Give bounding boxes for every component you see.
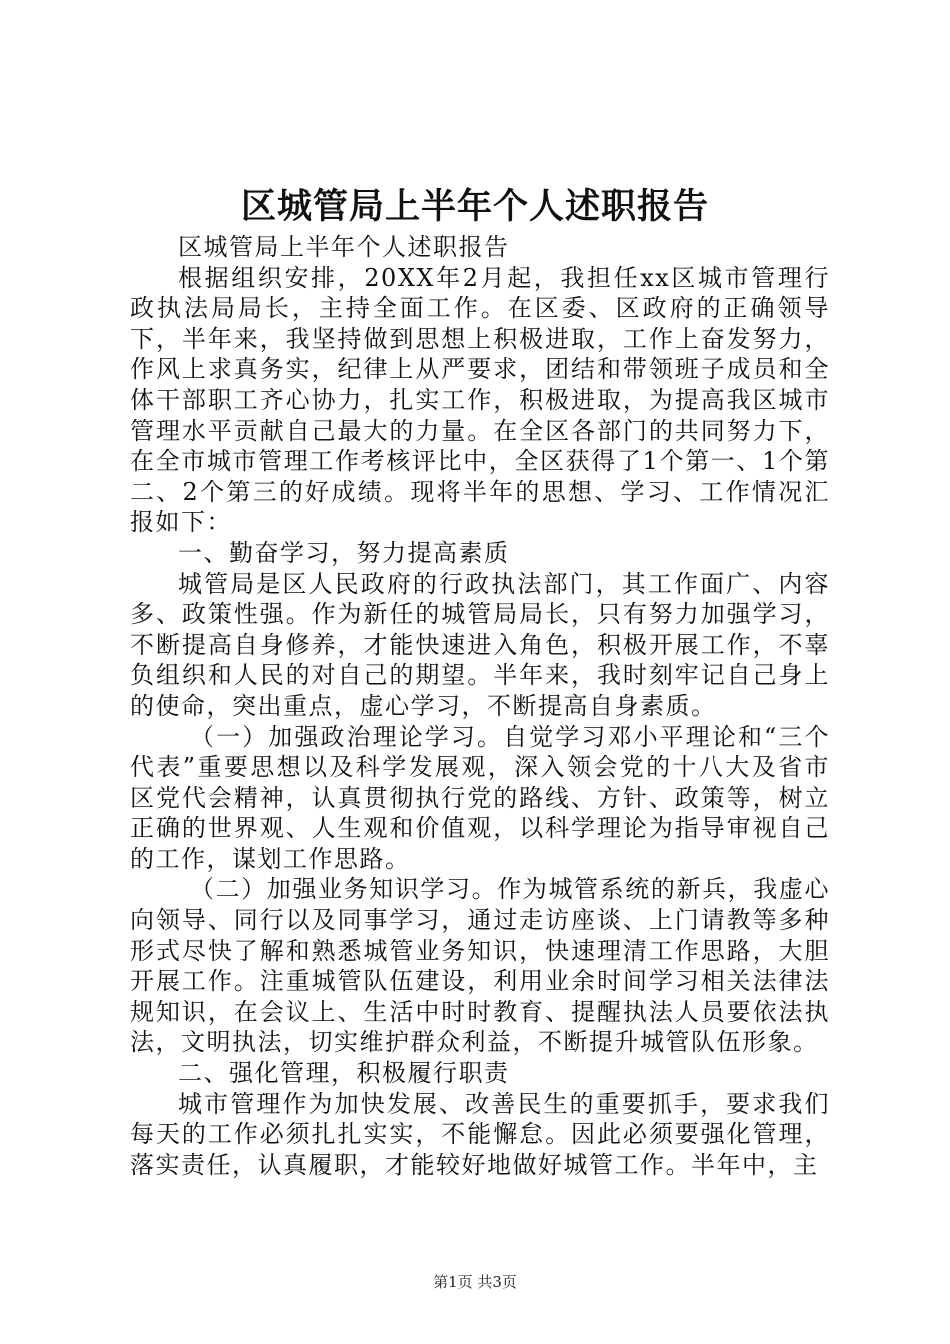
page-indicator: 第1页 共3页	[433, 1273, 517, 1291]
section-2-paragraph: 城市管理作为加快发展、改善民生的重要抓手，要求我们每天的工作必须扎扎实实，不能懈怠。因此必须要强化管理，落实责任，认真履职，才能较好地做好城管工作。半年中，主	[130, 1089, 830, 1179]
subsection-2-paragraph: （二）加强业务知识学习。作为城管系统的新兵，我虚心向领导、同行以及同事学习，通过走访座谈、上门请教等多种形式尽快了解和熟悉城管业务知识，快速理清工作思路，大胆开展工作。注重城管队伍建设，利用业余时间学习相关法律法规知识，在会议上、生活中时时教育、提醒执法人员要依法执法，文明执法，切实维护群众利益，不断提升城管队伍形象。	[130, 875, 830, 1057]
subtitle-paragraph: 区城管局上半年个人述职报告	[178, 233, 510, 261]
document-title: 区城管局上半年个人述职报告	[240, 186, 709, 227]
subsection-1-paragraph: （一）加强政治理论学习。自觉学习邓小平理论和“三个代表”重要思想以及科学发展观，深入领会党的十八大及省市区党代会精神，认真贯彻执行党的路线、方针、政策等，树立正确的世界观、人生观和价值观，以科学理论为指导审视自己的工作，谋划工作思路。	[130, 722, 830, 873]
section-heading-1: 一、勤奋学习，努力提高素质	[178, 538, 510, 567]
section-1-paragraph: 城管局是区人民政府的行政执法部门，其工作面广、内容多、政策性强。作为新任的城管局局长，只有努力加强学习，不断提高自身修养，才能快速进入角色，积极开展工作，不辜负组织和人民的对自己的期望。半年来，我时刻牢记自己身上的使命，突出重点，虚心学习，不断提高自身素质。	[130, 569, 830, 720]
intro-paragraph: 根据组织安排，20XX年2月起，我担任xx区城市管理行政执法局局长，主持全面工作。在区委、区政府的正确领导下，半年来，我坚持做到思想上积极进取，工作上奋发努力，作风上求真务实，纪律上从严要求，团结和带领班子成员和全体干部职工齐心协力，扎实工作，积极进取，为提高我区城市管理水平贡献自己最大的力量。在全区各部门的共同努力下，在全市城市管理工作考核评比中，全区获得了1个第一、1个第二、2个第三的好成绩。现将半年的思想、学习、工作情况汇报如下：	[130, 263, 830, 537]
section-heading-2: 二、强化管理，积极履行职责	[178, 1059, 510, 1088]
document-body	[130, 232, 830, 1180]
